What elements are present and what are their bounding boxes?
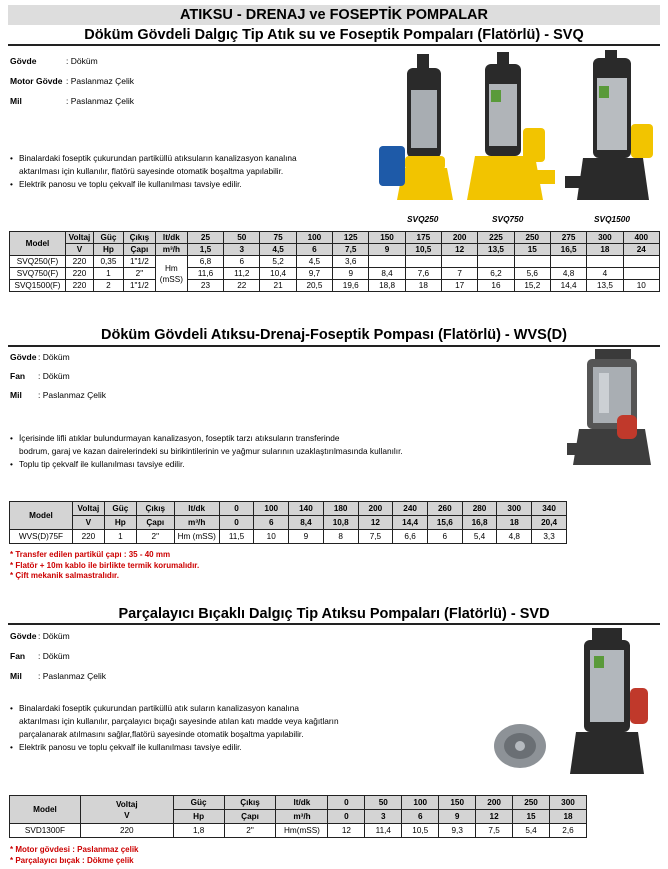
guc-cell: 1 (93, 268, 123, 280)
flow-value: 6 (402, 810, 439, 824)
col-header-model: Model (10, 796, 81, 824)
unit-ltdk: lt/dk (155, 232, 187, 244)
spec-value: : Döküm (38, 352, 70, 362)
flow-value: 140 (289, 502, 324, 516)
spec-label: Gövde (10, 56, 37, 66)
flow-value: 300 (587, 232, 623, 244)
flow-value: 3 (224, 244, 260, 256)
flow-value: 100 (254, 502, 289, 516)
head-value: 11,2 (224, 268, 260, 280)
flow-value: 12 (442, 244, 478, 256)
spec-label: Fan (10, 371, 26, 381)
unit-ltdk: lt/dk (174, 502, 219, 516)
flow-value: 260 (427, 502, 462, 516)
head-value: 5,4 (462, 530, 497, 544)
page-title: ATIKSU - DRENAJ ve FOSEPTİK POMPALAR (8, 5, 660, 25)
unit-m3h: m³/h (276, 810, 328, 824)
head-unit-label: Hm (mSS) (174, 530, 219, 544)
flow-value: 175 (405, 232, 441, 244)
flow-value: 50 (224, 232, 260, 244)
head-value: 21 (260, 280, 296, 292)
head-value (550, 256, 586, 268)
svd-performance-table (9, 795, 587, 838)
head-value: 4,5 (296, 256, 332, 268)
spec-value: : Döküm (38, 371, 70, 381)
flow-value: 240 (393, 502, 428, 516)
model-cell: SVQ1500(F) (10, 280, 66, 292)
spec-label: Mil (10, 390, 22, 400)
col-header-guc: Güç (104, 502, 136, 516)
cikis-cell: 2" (123, 268, 155, 280)
bullet-continuation: aktarılması için kullanılır, parçalayıcı bıçağı sayesinde atılan katı madde veya kağıtların (19, 716, 339, 726)
flow-value: 200 (476, 796, 513, 810)
head-value: 15,2 (514, 280, 550, 292)
unit-m3h: m³/h (174, 516, 219, 530)
bullet-item: • Binalardaki foseptik çukurundan partiküllü atıksuların kanalizasyon kanalına (10, 152, 297, 165)
bullet-item: • Elektrik panosu ve toplu çekvalf ile kullanılması tavsiye edilir. (10, 178, 297, 191)
head-value: 5,2 (260, 256, 296, 268)
cikis-cell: 2" (224, 824, 276, 838)
head-value (514, 256, 550, 268)
head-value: 2,6 (549, 824, 586, 838)
head-value: 17 (442, 280, 478, 292)
caption-svq750: SVQ750 (492, 214, 524, 224)
head-value: 7,5 (476, 824, 513, 838)
flow-value: 14,4 (393, 516, 428, 530)
flow-value: 280 (462, 502, 497, 516)
spec-label: Motor Gövde (10, 76, 63, 86)
head-value: 10 (254, 530, 289, 544)
section-title-svd: Parçalayıcı Bıçaklı Dalgıç Tip Atıksu Pompaları (Flatörlü) - SVD (118, 606, 550, 622)
head-value: 9,3 (439, 824, 476, 838)
col-header-guc: Güç (173, 796, 224, 810)
flow-value: 250 (514, 232, 550, 244)
note-item: * Parçalayıcı bıçak : Dökme çelik (10, 855, 134, 865)
spec-value: : Paslanmaz Çelik (66, 96, 135, 106)
note-item: * Çift mekanik salmastralıdır. (10, 571, 119, 580)
head-value: 9 (333, 268, 369, 280)
flow-value: 300 (549, 796, 586, 810)
model-cell: WVS(D)75F (10, 530, 73, 544)
head-value: 7 (442, 268, 478, 280)
head-value: 9 (289, 530, 324, 544)
table-row (10, 256, 660, 268)
svd-pump-photos (480, 624, 655, 784)
wvs-performance-table (9, 501, 567, 544)
flow-value: 18 (549, 810, 586, 824)
head-value: 6 (224, 256, 260, 268)
head-value (405, 256, 441, 268)
flow-value: 225 (478, 232, 514, 244)
svd1300-pump-image (570, 628, 648, 774)
spec-list (10, 630, 106, 690)
bullet-item: • Elektrik panosu ve toplu çekvalf ile kullanılması tavsiye edilir. (10, 741, 339, 754)
head-value: 19,6 (333, 280, 369, 292)
flow-value: 4,5 (260, 244, 296, 256)
col-header-model: Model (10, 232, 66, 256)
col-header-cikis-unit: Çapı (224, 810, 276, 824)
guc-cell: 2 (93, 280, 123, 292)
flow-value: 200 (358, 502, 393, 516)
spec-value: : Döküm (38, 631, 70, 641)
head-value: 6 (427, 530, 462, 544)
flow-value: 15 (513, 810, 550, 824)
head-value: 7,5 (358, 530, 393, 544)
col-header-guc-unit: Hp (93, 244, 123, 256)
table-row (10, 268, 660, 280)
flow-value: 100 (296, 232, 332, 244)
voltaj-cell: 220 (80, 824, 173, 838)
head-value: 10,4 (260, 268, 296, 280)
head-value: 3,3 (532, 530, 567, 544)
model-cell: SVD1300F (10, 824, 81, 838)
voltaj-cell: 220 (65, 280, 93, 292)
svq-pump-photos (375, 50, 660, 218)
flow-value: 15 (514, 244, 550, 256)
flow-value: 10,5 (405, 244, 441, 256)
bullet-continuation: bodrum, garaj ve kazan dairelerindeki su birikintilerinin ve yağmur sularının uzaklaştırılmasında kullanılır. (19, 446, 403, 456)
head-unit-suffix: (mSS) (159, 274, 183, 284)
head-value: 6,6 (393, 530, 428, 544)
voltaj-cell: 220 (72, 530, 104, 544)
bullet-item: • Toplu tip çekvalf ile kullanılması tavsiye edilir. (10, 458, 403, 471)
flow-value: 1,5 (187, 244, 223, 256)
head-value: 5,4 (513, 824, 550, 838)
head-value: 6,8 (187, 256, 223, 268)
head-value: 10 (623, 280, 659, 292)
flow-value: 50 (365, 796, 402, 810)
svq750-pump-image (467, 52, 555, 200)
flow-value: 150 (439, 796, 476, 810)
col-header-guc: Güç (93, 232, 123, 244)
col-header-voltaj-label: Voltaj (115, 799, 138, 809)
flow-value: 0 (328, 810, 365, 824)
col-header-model: Model (10, 502, 73, 530)
head-value: 9,7 (296, 268, 332, 280)
cikis-cell: 2" (136, 530, 174, 544)
spec-value: : Paslanmaz Çelik (66, 76, 135, 86)
head-value: 23 (187, 280, 223, 292)
head-value: 6,2 (478, 268, 514, 280)
head-value (587, 256, 623, 268)
head-value: 8,4 (369, 268, 405, 280)
head-unit-label: Hm (164, 263, 178, 273)
spec-list (10, 351, 106, 408)
flow-value: 15,6 (427, 516, 462, 530)
head-value (442, 256, 478, 268)
flow-value: 12 (476, 810, 513, 824)
flow-value: 7,5 (333, 244, 369, 256)
head-value: 11,5 (219, 530, 254, 544)
note-item: * Flatör + 10m kablo ile birlikte termik korumalıdır. (10, 560, 200, 570)
table-row (10, 824, 587, 838)
spec-value: : Döküm (66, 56, 98, 66)
head-unit-cell (155, 256, 187, 292)
head-value (369, 256, 405, 268)
head-value: 8 (323, 530, 358, 544)
col-header-cikis-unit: Çapı (136, 516, 174, 530)
flow-value: 8,4 (289, 516, 324, 530)
head-value: 22 (224, 280, 260, 292)
flow-value: 18 (587, 244, 623, 256)
svq-performance-table (9, 231, 660, 292)
flow-value: 24 (623, 244, 659, 256)
caption-svq250: SVQ250 (407, 214, 439, 224)
head-value: 4,8 (550, 268, 586, 280)
col-header-guc-unit: Hp (173, 810, 224, 824)
col-header-voltaj-unit: V (72, 516, 104, 530)
model-cell: SVQ750(F) (10, 268, 66, 280)
col-header-voltaj-unit: V (65, 244, 93, 256)
bullet-list (10, 702, 339, 754)
voltaj-cell: 220 (65, 256, 93, 268)
bullet-item: • İçerisinde lifli atıklar bulundurmayan kanalizasyon, foseptik tarzı atıksuların transferinde (10, 432, 403, 445)
flow-value: 10,8 (323, 516, 358, 530)
note-item: * Motor gövdesi : Paslanmaz çelik (10, 845, 139, 854)
bullet-list (10, 432, 403, 471)
flow-value: 0 (219, 502, 254, 516)
col-header-cikis: Çıkış (224, 796, 276, 810)
flow-value: 0 (219, 516, 254, 530)
spec-value: : Döküm (38, 651, 70, 661)
cikis-cell: 1"1/2 (123, 256, 155, 268)
wvs-pump-image (565, 345, 660, 473)
flow-value: 200 (442, 232, 478, 244)
col-header-voltaj: Voltaj (72, 502, 104, 516)
caption-svq1500: SVQ1500 (594, 214, 630, 224)
head-value: 4,8 (497, 530, 532, 544)
spec-label: Fan (10, 651, 26, 661)
guc-cell: 1 (104, 530, 136, 544)
flow-value: 150 (369, 232, 405, 244)
flow-value: 25 (187, 232, 223, 244)
table-row (10, 280, 660, 292)
head-value: 7,6 (405, 268, 441, 280)
spec-label: Mil (10, 671, 22, 681)
flow-value: 125 (333, 232, 369, 244)
spec-list (10, 55, 134, 115)
flow-value: 340 (532, 502, 567, 516)
head-value (623, 256, 659, 268)
col-header-cikis: Çıkış (136, 502, 174, 516)
col-header-guc-unit: Hp (104, 516, 136, 530)
bullet-continuation: parçalanarak atılmasını sağlar,flatörü sayesinde otomatik boşaltma yapılabilir. (19, 729, 304, 739)
model-cell: SVQ250(F) (10, 256, 66, 268)
head-value: 11,6 (187, 268, 223, 280)
flow-value: 400 (623, 232, 659, 244)
flow-value: 250 (513, 796, 550, 810)
head-value: 20,5 (296, 280, 332, 292)
head-value: 18,8 (369, 280, 405, 292)
section-divider (8, 345, 660, 347)
guc-cell: 0,35 (93, 256, 123, 268)
bullet-continuation: aktarılması için kullanılır, flatörü sayesinde otomatik boşaltma yapılabilir. (19, 166, 284, 176)
flow-value: 75 (260, 232, 296, 244)
cikis-cell: 1"1/2 (123, 280, 155, 292)
head-value (478, 256, 514, 268)
col-header-voltaj: Voltaj (65, 232, 93, 244)
head-value: 3,6 (333, 256, 369, 268)
head-value: 13,5 (587, 280, 623, 292)
flow-value: 18 (497, 516, 532, 530)
flow-value: 0 (328, 796, 365, 810)
head-value: 4 (587, 268, 623, 280)
flow-value: 6 (254, 516, 289, 530)
head-value: 12 (328, 824, 365, 838)
col-header-voltaj-unit: V (124, 810, 130, 820)
head-value: 5,6 (514, 268, 550, 280)
flow-value: 180 (323, 502, 358, 516)
notes-svd (10, 845, 138, 866)
section-title-svq: Döküm Gövdeli Dalgıç Tip Atık su ve Foseptik Pompaları (Flatörlü) - SVQ (84, 27, 584, 43)
flow-value: 3 (365, 810, 402, 824)
head-value: 10,5 (402, 824, 439, 838)
spec-label: Gövde (10, 631, 37, 641)
flow-value: 16,5 (550, 244, 586, 256)
flow-value: 100 (402, 796, 439, 810)
bullet-item: • Binalardaki foseptik çukurundan partiküllü atık suların kanalizasyon kanalına (10, 702, 339, 715)
svq1500-pump-image (565, 50, 653, 200)
head-value (623, 268, 659, 280)
col-header-cikis-unit: Çapı (123, 244, 155, 256)
flow-value: 20,4 (532, 516, 567, 530)
flow-value: 9 (439, 810, 476, 824)
flow-value: 300 (497, 502, 532, 516)
flow-value: 9 (369, 244, 405, 256)
spec-label: Mil (10, 96, 22, 106)
spec-value: : Paslanmaz Çelik (38, 390, 107, 400)
section-title-wvs: Döküm Gövdeli Atıksu-Drenaj-Foseptik Pompası (Flatörlü) - WVS(D) (101, 327, 567, 343)
unit-m3h: m³/h (155, 244, 187, 256)
flow-value: 16,8 (462, 516, 497, 530)
svq250-pump-image (379, 54, 453, 200)
head-value: 18 (405, 280, 441, 292)
col-header-voltaj (80, 796, 173, 824)
head-value: 11,4 (365, 824, 402, 838)
cutter-impeller-image (494, 724, 546, 768)
notes-wvs (10, 550, 199, 582)
spec-value: : Paslanmaz Çelik (38, 671, 107, 681)
voltaj-cell: 220 (65, 268, 93, 280)
spec-label: Gövde (10, 352, 37, 362)
table-row (10, 530, 567, 544)
bullet-list (10, 152, 297, 191)
flow-value: 275 (550, 232, 586, 244)
unit-ltdk: lt/dk (276, 796, 328, 810)
flow-value: 6 (296, 244, 332, 256)
flow-value: 12 (358, 516, 393, 530)
col-header-cikis: Çıkış (123, 232, 155, 244)
section-divider (8, 44, 660, 46)
head-value: 14,4 (550, 280, 586, 292)
note-item: * Transfer edilen partikül çapı : 35 - 40 mm (10, 550, 171, 559)
head-unit-label: Hm(mSS) (276, 824, 328, 838)
head-value: 16 (478, 280, 514, 292)
flow-value: 13,5 (478, 244, 514, 256)
guc-cell: 1,8 (173, 824, 224, 838)
